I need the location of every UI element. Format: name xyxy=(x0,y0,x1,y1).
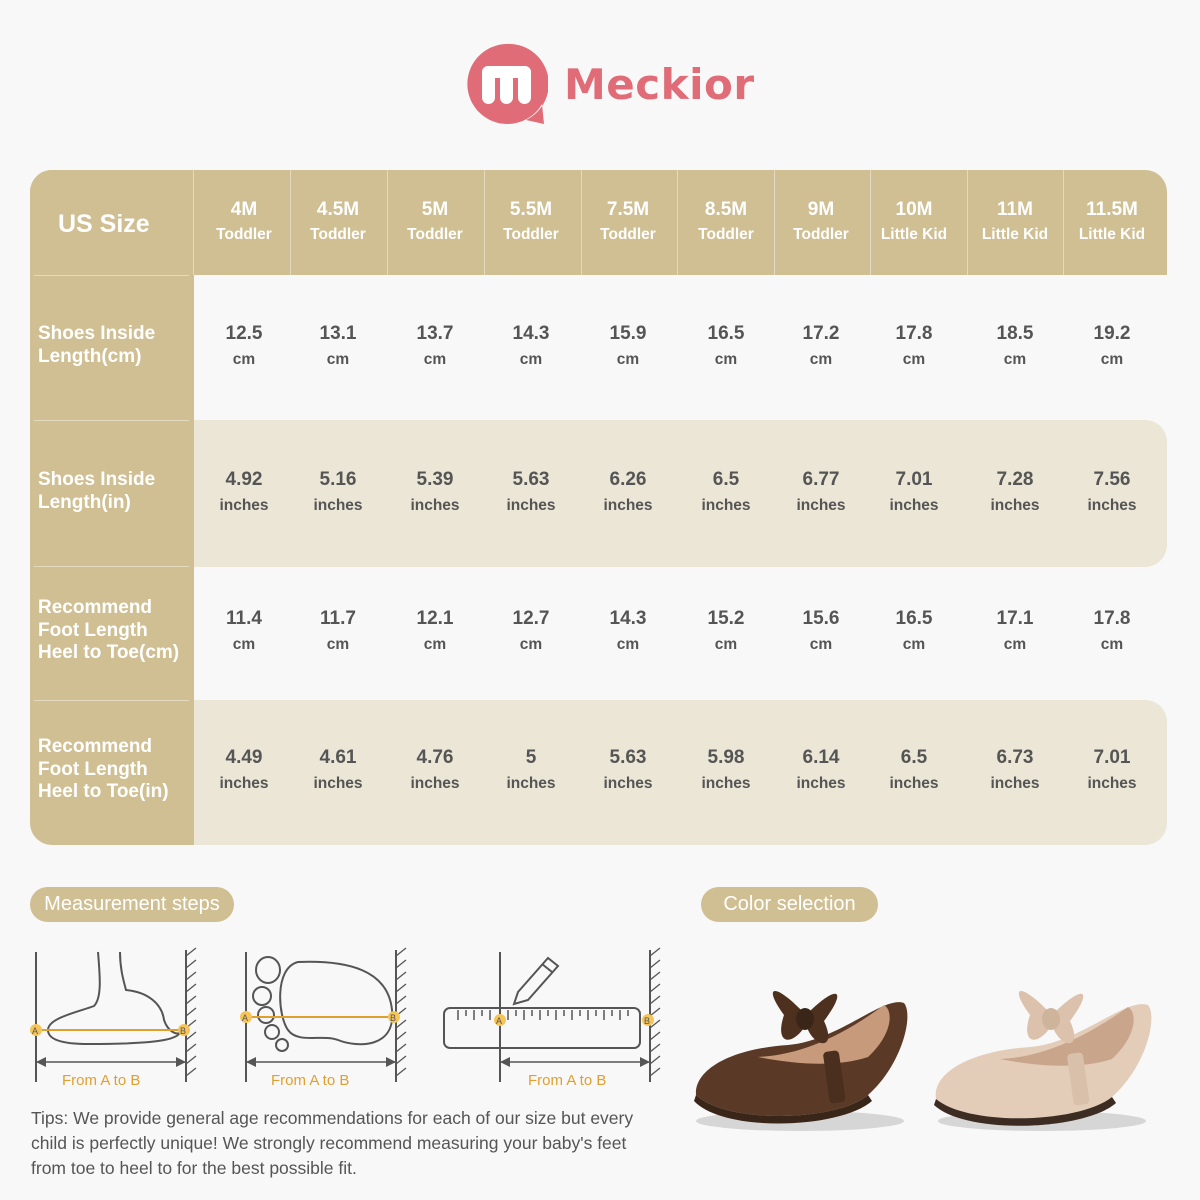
row-divider xyxy=(34,700,189,701)
ruler-measure-diagram xyxy=(438,940,668,1090)
size-cell xyxy=(483,321,579,373)
size-cell xyxy=(1064,321,1160,373)
size-label: 11.5M xyxy=(1086,199,1138,220)
cell-value: 17.8 xyxy=(895,323,933,344)
size-cell xyxy=(866,467,962,519)
size-cell xyxy=(678,467,774,519)
size-cell xyxy=(1064,467,1160,519)
cell-value: 11.7 xyxy=(320,608,356,629)
cell-unit: cm xyxy=(232,351,256,368)
cell-unit: cm xyxy=(1100,351,1124,368)
size-cell xyxy=(773,745,869,797)
size-cell xyxy=(387,745,483,797)
cell-unit: inches xyxy=(701,497,751,514)
cell-unit: cm xyxy=(809,636,833,653)
size-cell xyxy=(678,745,774,797)
cell-unit: inches xyxy=(796,775,846,792)
cell-unit: inches xyxy=(313,497,363,514)
age-group-label: Little Kid xyxy=(880,226,948,243)
size-cell xyxy=(1064,606,1160,658)
cell-unit: cm xyxy=(809,351,833,368)
svg-text:A: A xyxy=(242,1013,249,1023)
heel-to-toe-top-diagram xyxy=(238,940,413,1090)
cell-value: 5.63 xyxy=(609,747,647,768)
brand-logo xyxy=(464,41,755,127)
cell-unit: cm xyxy=(1003,636,1027,653)
size-cell xyxy=(290,606,386,658)
cell-value: 16.5 xyxy=(707,323,745,344)
size-cell xyxy=(290,745,386,797)
size-column-header xyxy=(290,197,386,247)
age-group-label: Little Kid xyxy=(1078,226,1146,243)
svg-text:B: B xyxy=(180,1026,187,1036)
color-selection-badge: Color selection xyxy=(701,887,878,922)
svg-text:A: A xyxy=(496,1016,503,1026)
cell-value: 15.6 xyxy=(802,608,840,629)
cell-value: 19.2 xyxy=(1093,323,1131,344)
cell-unit: inches xyxy=(313,775,363,792)
size-column-header xyxy=(678,197,774,247)
svg-text:From A to B: From A to B xyxy=(528,1072,607,1089)
size-cell xyxy=(196,606,292,658)
cell-value: 5 xyxy=(525,747,537,768)
cell-unit: inches xyxy=(410,775,460,792)
cell-unit: inches xyxy=(219,775,269,792)
cell-value: 12.7 xyxy=(512,608,550,629)
cell-value: 18.5 xyxy=(996,323,1034,344)
row-divider xyxy=(34,275,189,276)
cell-value: 12.5 xyxy=(225,323,263,344)
size-label: 11M xyxy=(997,199,1033,220)
measurement-steps-badge: Measurement steps xyxy=(30,887,234,922)
cell-unit: inches xyxy=(889,775,939,792)
size-cell xyxy=(967,467,1063,519)
cell-value: 15.2 xyxy=(707,608,745,629)
cell-value: 7.01 xyxy=(895,469,933,490)
size-column-header xyxy=(967,197,1063,247)
row-label-foot-cm: Recommend Foot Length Heel to Toe(cm) xyxy=(38,597,180,663)
cell-unit: inches xyxy=(410,497,460,514)
size-cell xyxy=(773,321,869,373)
cell-value: 6.77 xyxy=(802,469,840,490)
size-label: 5.5M xyxy=(509,199,553,220)
size-label: 4.5M xyxy=(316,199,360,220)
svg-text:A: A xyxy=(32,1026,39,1036)
cell-value: 4.61 xyxy=(319,747,357,768)
age-group-label: Toddler xyxy=(793,226,849,243)
age-group-label: Toddler xyxy=(600,226,656,243)
cell-value: 6.26 xyxy=(609,469,647,490)
size-cell xyxy=(196,745,292,797)
cell-unit: cm xyxy=(519,351,543,368)
tips-text: Tips: We provide general age recommendations for each of our size but every child is perfectly unique! We strongly recommend measuring your baby's feet from toe to heel to for the best possible fit. xyxy=(31,1108,634,1178)
size-cell xyxy=(773,606,869,658)
age-group-label: Toddler xyxy=(310,226,366,243)
brand-name: Meckior xyxy=(564,59,755,109)
size-cell xyxy=(866,745,962,797)
size-cell xyxy=(678,321,774,373)
size-cell xyxy=(290,467,386,519)
size-cell xyxy=(483,467,579,519)
pencil-icon xyxy=(514,958,558,1004)
cell-value: 14.3 xyxy=(609,608,647,629)
size-cell xyxy=(580,321,676,373)
cell-value: 5.39 xyxy=(416,469,454,490)
size-label: 8.5M xyxy=(704,199,748,220)
cell-unit: cm xyxy=(902,636,926,653)
size-label: 9M xyxy=(807,199,835,220)
cell-unit: inches xyxy=(219,497,269,514)
cell-unit: inches xyxy=(1087,497,1137,514)
size-cell xyxy=(196,467,292,519)
row-divider xyxy=(34,566,189,567)
size-cell xyxy=(967,321,1063,373)
size-cell xyxy=(967,745,1063,797)
cell-value: 11.4 xyxy=(226,608,262,629)
cell-value: 6.73 xyxy=(996,747,1034,768)
age-group-label: Toddler xyxy=(216,226,272,243)
size-label: 4M xyxy=(230,199,258,220)
cell-value: 17.2 xyxy=(802,323,840,344)
wall-icon xyxy=(650,948,660,1082)
cell-unit: inches xyxy=(1087,775,1137,792)
size-column-header xyxy=(483,197,579,247)
row-label-foot-in: Recommend Foot Length Heel to Toe(in) xyxy=(38,736,169,802)
cell-unit: inches xyxy=(990,775,1040,792)
size-cell xyxy=(773,467,869,519)
row-label-inside-in: Shoes Inside Length(in) xyxy=(38,469,156,513)
size-cell xyxy=(290,321,386,373)
cell-value: 16.5 xyxy=(895,608,933,629)
cell-unit: inches xyxy=(796,497,846,514)
cell-unit: cm xyxy=(519,636,543,653)
size-cell xyxy=(387,467,483,519)
meckior-logo-icon xyxy=(464,42,548,126)
column-divider xyxy=(193,170,194,275)
cell-value: 4.49 xyxy=(225,747,263,768)
age-group-label: Toddler xyxy=(407,226,463,243)
size-column-header xyxy=(866,197,962,247)
size-cell xyxy=(483,745,579,797)
size-cell xyxy=(387,606,483,658)
age-group-label: Toddler xyxy=(698,226,754,243)
cell-unit: inches xyxy=(506,497,556,514)
cell-value: 17.8 xyxy=(1093,608,1131,629)
row-divider xyxy=(34,420,189,421)
size-label: 5M xyxy=(421,199,449,220)
cell-unit: inches xyxy=(701,775,751,792)
svg-text:B: B xyxy=(390,1013,397,1023)
size-label: 7.5M xyxy=(606,199,650,220)
cell-value: 4.92 xyxy=(225,469,263,490)
svg-text:From A to B: From A to B xyxy=(62,1072,141,1089)
cell-value: 7.01 xyxy=(1093,747,1131,768)
cell-unit: inches xyxy=(603,497,653,514)
cell-unit: inches xyxy=(506,775,556,792)
cell-value: 12.1 xyxy=(416,608,454,629)
size-cell xyxy=(866,321,962,373)
size-cell xyxy=(1064,745,1160,797)
size-cell xyxy=(483,606,579,658)
cell-value: 4.76 xyxy=(416,747,454,768)
cell-value: 5.63 xyxy=(512,469,550,490)
size-cell xyxy=(866,606,962,658)
cell-unit: inches xyxy=(889,497,939,514)
pink-shoe-image xyxy=(930,975,1160,1135)
size-label: 10M xyxy=(895,199,933,220)
cell-unit: cm xyxy=(714,636,738,653)
us-size-header: US Size xyxy=(58,210,150,238)
cell-unit: cm xyxy=(1003,351,1027,368)
cell-value: 13.1 xyxy=(319,323,357,344)
age-group-label: Toddler xyxy=(503,226,559,243)
age-group-label: Little Kid xyxy=(981,226,1049,243)
heel-to-toe-side-diagram xyxy=(28,940,203,1090)
cell-unit: cm xyxy=(714,351,738,368)
cell-unit: cm xyxy=(326,351,350,368)
cell-unit: cm xyxy=(616,351,640,368)
cell-unit: inches xyxy=(603,775,653,792)
cell-value: 6.5 xyxy=(712,469,740,490)
size-chart-table xyxy=(30,170,1167,845)
row-label-inside-cm: Shoes Inside Length(cm) xyxy=(38,323,156,367)
cell-unit: cm xyxy=(616,636,640,653)
size-cell xyxy=(580,606,676,658)
size-cell xyxy=(678,606,774,658)
svg-text:B: B xyxy=(644,1016,651,1026)
cell-unit: cm xyxy=(902,351,926,368)
size-column-header xyxy=(773,197,869,247)
size-column-header xyxy=(196,197,292,247)
size-cell xyxy=(580,467,676,519)
cell-unit: inches xyxy=(990,497,1040,514)
cell-unit: cm xyxy=(326,636,350,653)
size-cell xyxy=(967,606,1063,658)
cell-value: 5.98 xyxy=(707,747,745,768)
svg-text:From A to B: From A to B xyxy=(271,1072,350,1089)
cell-value: 13.7 xyxy=(416,323,454,344)
wall-icon xyxy=(186,948,196,1082)
brown-shoe-image xyxy=(688,975,913,1135)
cell-unit: cm xyxy=(423,636,447,653)
cell-unit: cm xyxy=(232,636,256,653)
size-cell xyxy=(580,745,676,797)
size-column-header xyxy=(1064,197,1160,247)
cell-value: 7.28 xyxy=(996,469,1034,490)
cell-unit: cm xyxy=(423,351,447,368)
cell-value: 6.14 xyxy=(802,747,840,768)
cell-value: 6.5 xyxy=(900,747,928,768)
cell-value: 14.3 xyxy=(512,323,550,344)
cell-value: 15.9 xyxy=(609,323,647,344)
size-cell xyxy=(196,321,292,373)
size-cell xyxy=(387,321,483,373)
cell-unit: cm xyxy=(1100,636,1124,653)
size-column-header xyxy=(387,197,483,247)
cell-value: 17.1 xyxy=(996,608,1034,629)
cell-value: 5.16 xyxy=(319,469,357,490)
size-column-header xyxy=(580,197,676,247)
cell-value: 7.56 xyxy=(1093,469,1131,490)
